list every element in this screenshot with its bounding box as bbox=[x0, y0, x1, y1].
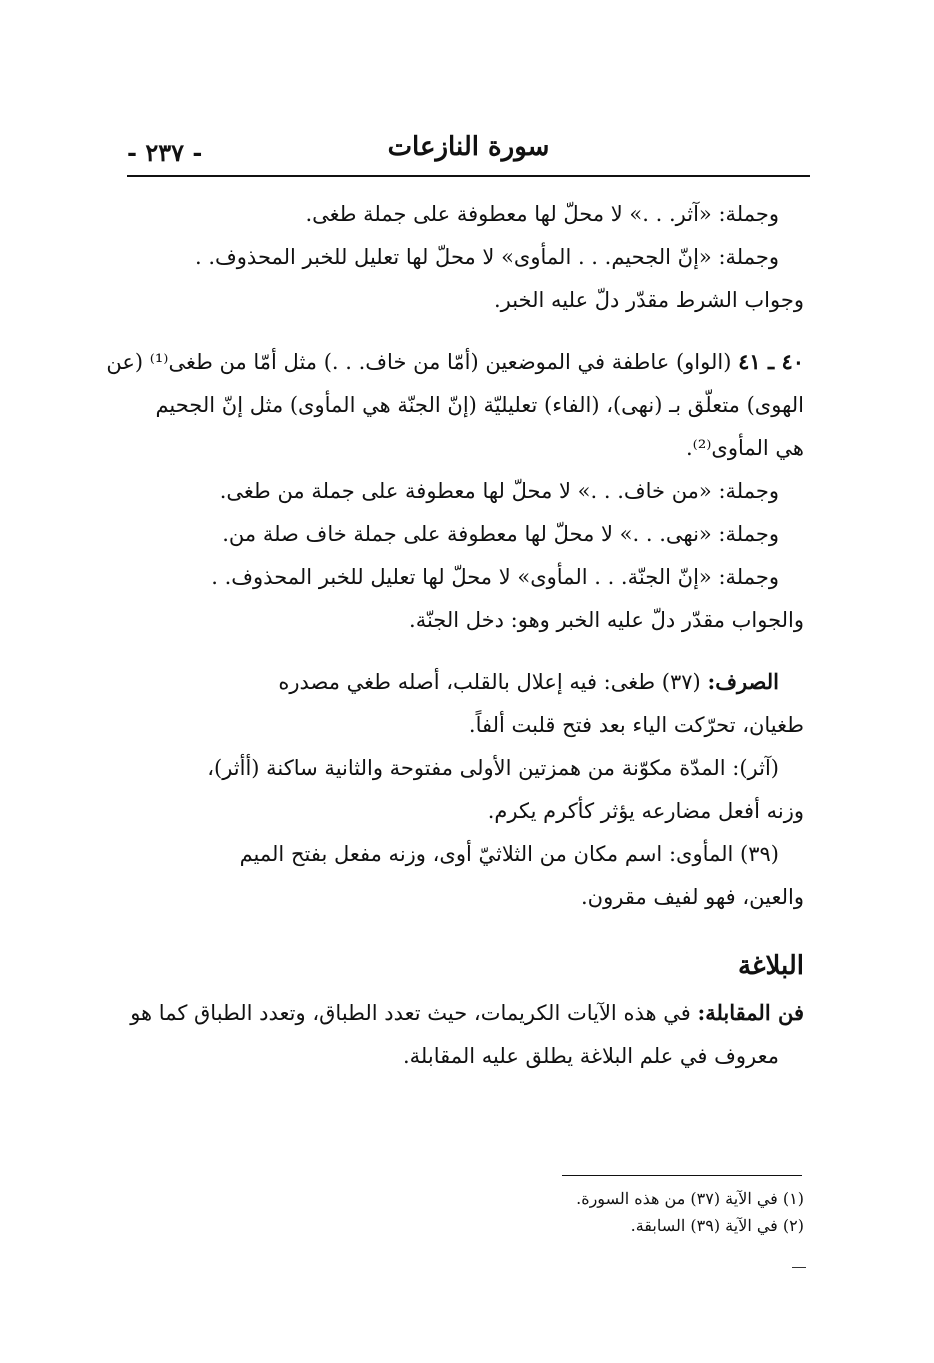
sentence-line: وجملة: «من خاف. . .» لا محلّ لها معطوفة على جملة من طغى. bbox=[219, 479, 779, 503]
page-header bbox=[127, 128, 810, 176]
page-number: - ٢٣٧ - bbox=[127, 138, 203, 167]
morphology-line: (٣٩) المأوى: اسم مكان من الثلاثيّ أوى، وزنه مفعل بفتح الميم bbox=[239, 842, 779, 866]
sentence-line: وجملة: «آثر. . .» لا محلّ لها معطوفة على جملة طغى. bbox=[305, 202, 779, 226]
footnote-divider bbox=[562, 1175, 802, 1176]
rhetoric-line: فن المقابلة: في هذه الآيات الكريمات، حيث تعدد الطباق، وتعدد الطباق كما هو bbox=[130, 1000, 804, 1025]
footnote: (٢) في الآية (٣٩) السابقة. bbox=[630, 1216, 804, 1235]
header-divider bbox=[127, 175, 810, 177]
sentence-line: وجملة: «إنّ الجحيم. . . المأوى» لا محلّ لها تعليل للخبر المحذوف. . bbox=[194, 245, 779, 269]
verse-analysis-line: هي المأوى⁽²⁾. bbox=[685, 436, 804, 460]
morphology-line: (آثر): المدّة مكوّنة من همزتين الأولى مفتوحة والثانية ساكنة (أأثر)، bbox=[207, 756, 779, 780]
morphology-line: وزنه أفعل مضارعه يؤثر كأكرم يكرم. bbox=[487, 799, 804, 823]
morphology-label: الصرف: bbox=[707, 669, 779, 694]
morphology-line: والعين، فهو لفيف مقرون. bbox=[581, 885, 804, 909]
verse-number: ٤٠ ـ ٤١ bbox=[738, 349, 804, 374]
sentence-line: وجملة: «نهى. . .» لا محلّ لها معطوفة على جملة خاف صلة من. bbox=[222, 522, 779, 546]
verse-analysis-line: ٤٠ ـ ٤١ (الواو) عاطفة في الموضعين (أمّا من خاف. . .) مثل أمّا من طغى⁽¹⁾ (عن bbox=[106, 349, 804, 374]
rhetoric-label: فن المقابلة: bbox=[697, 1000, 804, 1025]
sentence-line: وجملة: «إنّ الجنّة. . . المأوى» لا محلّ لها تعليل للخبر المحذوف. . bbox=[211, 565, 779, 589]
verse-analysis-line: الهوى) متعلّق بـ (نهى)، (الفاء) تعليليّة (إنّ الجنّة هي المأوى) مثل إنّ الجحيم bbox=[155, 393, 804, 417]
rhetoric-line: معروف في علم البلاغة يطلق عليه المقابلة. bbox=[402, 1044, 779, 1068]
footnote: (١) في الآية (٣٧) من هذه السورة. bbox=[576, 1189, 804, 1208]
morphology-line: طغيان، تحرّكت الياء بعد فتح قلبت ألفاً. bbox=[468, 713, 804, 737]
surah-title: سورة النازعات bbox=[387, 132, 550, 162]
page-body bbox=[106, 193, 804, 1078]
morphology-line: الصرف: (٣٧) طغى: فيه إعلال بالقلب، أصله طغي مصدره bbox=[278, 669, 779, 694]
page-end-dash bbox=[792, 1267, 806, 1268]
sentence-line: وجواب الشرط مقدّر دلّ عليه الخبر. bbox=[493, 288, 804, 312]
footnotes bbox=[404, 1185, 804, 1239]
sentence-line: والجواب مقدّر دلّ عليه الخبر وهو: دخل الجنّة. bbox=[409, 608, 804, 632]
rhetoric-heading: البلاغة bbox=[737, 951, 804, 981]
